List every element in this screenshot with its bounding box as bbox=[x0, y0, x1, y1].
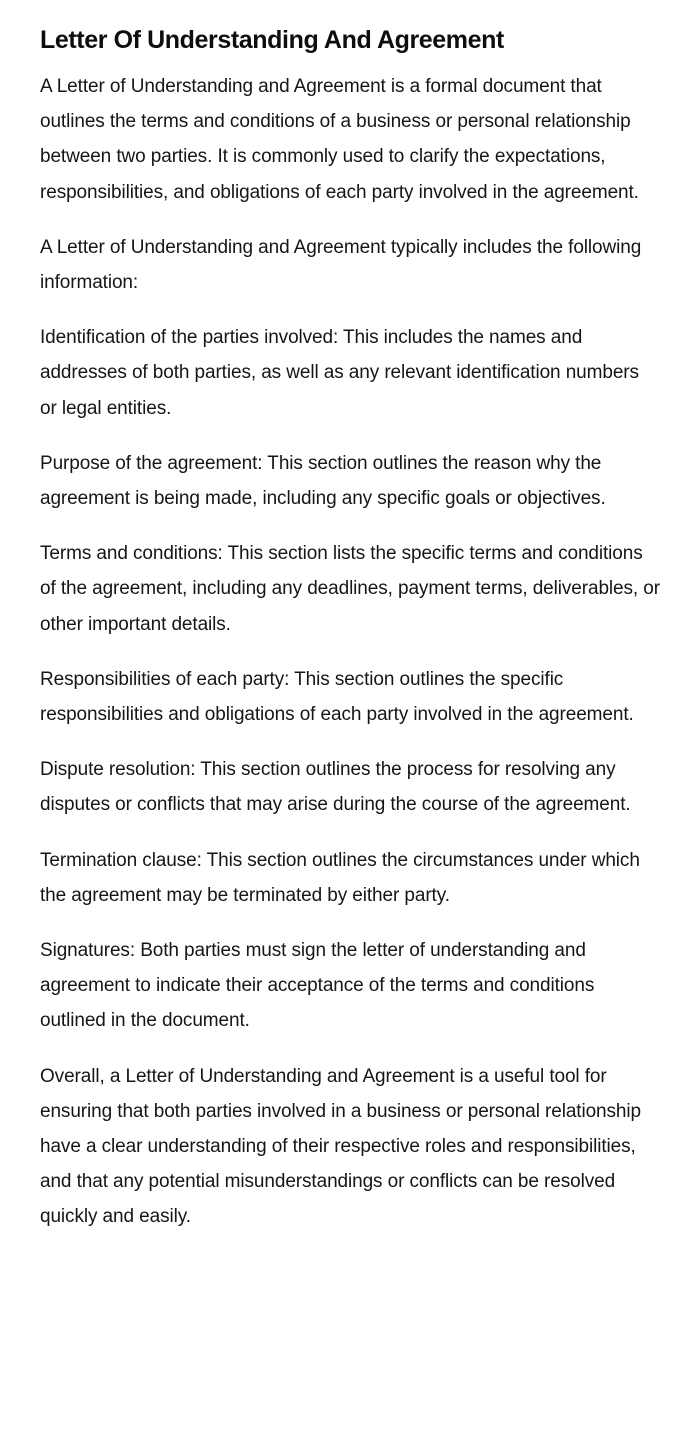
conclusion-paragraph: Overall, a Letter of Understanding and Agreement is a useful tool for ensuring that both parties involved in a business or personal relationship have a clear understanding of their respective roles and responsibilities, and that any potential misunderstandings or conflicts can be resolved quickly and easily. bbox=[40, 1065, 641, 1228]
purpose-paragraph: Purpose of the agreement: This section outlines the reason why the agreement is being made, including any specific goals or objectives. bbox=[40, 452, 606, 510]
intro-paragraph: A Letter of Understanding and Agreement is a formal document that outlines the terms and conditions of a business or personal relationship between two parties. It is commonly used to clarify the expectations, responsibilities, and obligations of each party involved in the agreement. bbox=[40, 76, 639, 203]
identification-paragraph: Identification of the parties involved: This includes the names and addresses of both parties, as well as any relevant identification numbers or legal entities. bbox=[40, 327, 639, 419]
dispute-resolution-paragraph: Dispute resolution: This section outlines the process for resolving any disputes or conflicts that may arise during the course of the agreement. bbox=[40, 759, 631, 816]
signatures-paragraph: Signatures: Both parties must sign the letter of understanding and agreement to indicate their acceptance of the terms and conditions outlined in the document. bbox=[40, 940, 595, 1032]
terms-paragraph: Terms and conditions: This section lists the specific terms and conditions of the agreement, including any deadlines, payment terms, deliverables, or other important details. bbox=[40, 543, 660, 635]
includes-paragraph: A Letter of Understanding and Agreement typically includes the following information: bbox=[40, 236, 642, 294]
responsibilities-paragraph: Responsibilities of each party: This section outlines the specific responsibilities and obligations of each party involved in the agreement. bbox=[40, 668, 634, 726]
article-title: Letter Of Understanding And Agreement bbox=[40, 26, 504, 54]
termination-paragraph: Termination clause: This section outlines the circumstances under which the agreement may be terminated by either party. bbox=[40, 849, 640, 906]
